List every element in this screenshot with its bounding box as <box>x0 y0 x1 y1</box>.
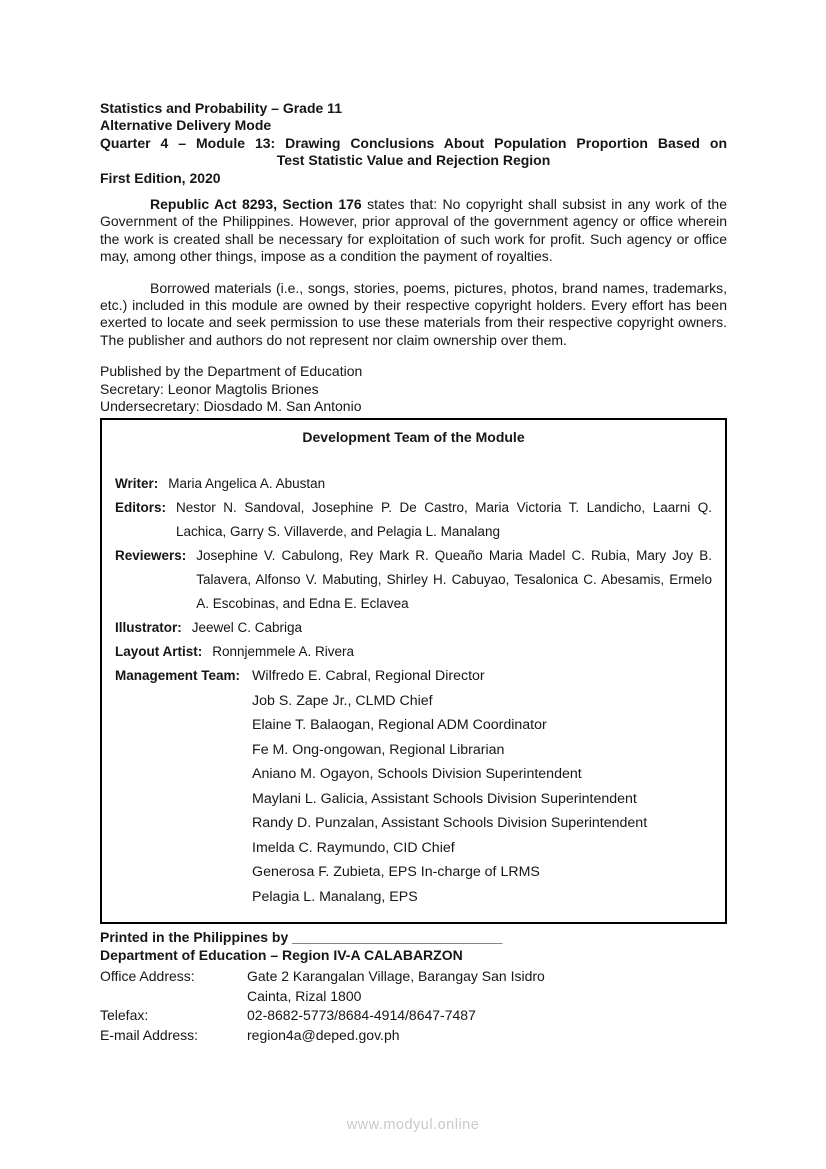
writer-label: Writer: <box>115 476 159 491</box>
contact-info <box>100 967 727 1045</box>
site-watermark: www.modyul.online <box>346 1117 480 1133</box>
edition-line: First Edition, 2020 <box>100 169 221 186</box>
management-member: Wilfredo E. Cabral, Regional Director <box>252 668 485 684</box>
management-member: Job S. Zape Jr., CLMD Chief <box>252 692 433 709</box>
development-team-title: Development Team of the Module <box>302 428 525 445</box>
office-address-label-spacer <box>100 987 247 1007</box>
management-member: Elaine T. Balaogan, Regional ADM Coordinator <box>252 717 547 733</box>
telefax-value: 02-8682-5773/8684-4914/8647-7487 <box>247 1007 476 1024</box>
document-header <box>100 100 727 187</box>
layout-artist-label: Layout Artist: <box>115 644 203 659</box>
illustrator-name: Jeewel C. Cabriga <box>191 620 303 635</box>
footer-block <box>100 929 727 1045</box>
management-member: Aniano M. Ogayon, Schools Division Superintendent <box>252 766 582 782</box>
office-address-line-1: Gate 2 Karangalan Village, Barangay San Isidro <box>247 968 545 984</box>
reviewers-row <box>115 544 712 616</box>
illustrator-row <box>115 616 712 640</box>
writer-name: Maria Angelica A. Abustan <box>168 476 326 491</box>
editors-names: Nestor N. Sandoval, Josephine P. De Castro, Maria Victoria T. Landicho, Laarni Q. Lachica, Garry S. Villaverde, and Pelagia L. Manalang <box>176 500 712 539</box>
management-member: Pelagia L. Manalang, EPS <box>252 888 418 905</box>
management-member: Imelda C. Raymundo, CID Chief <box>252 839 455 856</box>
reviewers-names: Josephine V. Cabulong, Rey Mark R. Queaño Maria Madel C. Rubia, Mary Joy B. Talavera, Alfonso V. Mabuting, Shirley H. Cabuyao, Tesalonica C. Abesamis, Ermelo A. Escobinas, and Edna E. Eclavea <box>196 548 712 611</box>
writer-row <box>115 472 712 496</box>
module-title-line-2: Test Statistic Value and Rejection Region <box>276 152 551 169</box>
layout-artist-name: Ronnjemmele A. Rivera <box>212 644 355 659</box>
telefax-label: Telefax: <box>100 1007 149 1024</box>
reviewers-label: Reviewers: <box>115 548 187 563</box>
development-team-box <box>100 418 727 925</box>
management-team-label: Management Team: <box>115 668 241 683</box>
department-region-line: Department of Education – Region IV-A CALABARZON <box>100 946 463 963</box>
republic-act-paragraph <box>100 196 727 266</box>
module-title-line-1: Quarter 4 – Module 13: Drawing Conclusions About Population Proportion Based on <box>100 134 727 151</box>
publisher-block <box>100 363 727 415</box>
office-address-row <box>100 967 727 987</box>
management-team-members <box>252 664 712 909</box>
editors-label: Editors: <box>115 500 167 515</box>
office-address-row-2 <box>100 987 727 1007</box>
office-address-line-2: Cainta, Rizal 1800 <box>247 987 362 1004</box>
published-by-line: Published by the Department of Education <box>100 363 363 380</box>
doc-mode-line: Alternative Delivery Mode <box>100 117 272 134</box>
doc-subject-line: Statistics and Probability – Grade 11 <box>100 100 342 116</box>
undersecretary-line: Undersecretary: Diosdado M. San Antonio <box>100 398 362 415</box>
republic-act-text: states that: No copyright shall subsist in any work of the Government of the Philippines. However, prior approval of the government agency or office wherein the work is created shall be necessary for exploitation of such work for profit. Such agency or office may, among other things, impose as a condition the payment of royalties. <box>100 196 727 265</box>
borrowed-materials-paragraph: Borrowed materials (i.e., songs, stories, poems, pictures, photos, brand names, trademarks, etc.) included in this module are owned by their respective copyright holders. Every effort has been exerted to locate and seek permission to use these materials from their respective copyright owners. The publisher and authors do not represent nor claim ownership over them. <box>100 279 727 348</box>
email-label: E-mail Address: <box>100 1026 199 1043</box>
email-row <box>100 1026 727 1046</box>
secretary-line: Secretary: Leonor Magtolis Briones <box>100 380 319 397</box>
management-member: Maylani L. Galicia, Assistant Schools Division Superintendent <box>252 790 637 807</box>
layout-artist-row <box>115 640 712 664</box>
email-value: region4a@deped.gov.ph <box>247 1026 400 1043</box>
republic-act-reference: Republic Act 8293, Section 176 <box>150 196 362 213</box>
management-team-row <box>115 664 712 909</box>
page-content <box>100 100 727 1045</box>
management-member: Randy D. Punzalan, Assistant Schools Division Superintendent <box>252 815 648 831</box>
telefax-row <box>100 1006 727 1026</box>
editors-row <box>115 496 712 544</box>
printed-in-line: Printed in the Philippines by ___________________________ <box>100 929 503 945</box>
illustrator-label: Illustrator: <box>115 620 182 635</box>
management-member: Fe M. Ong-ongowan, Regional Librarian <box>252 741 505 758</box>
management-member: Generosa F. Zubieta, EPS In-charge of LRMS <box>252 864 540 880</box>
office-address-label: Office Address: <box>100 968 195 984</box>
